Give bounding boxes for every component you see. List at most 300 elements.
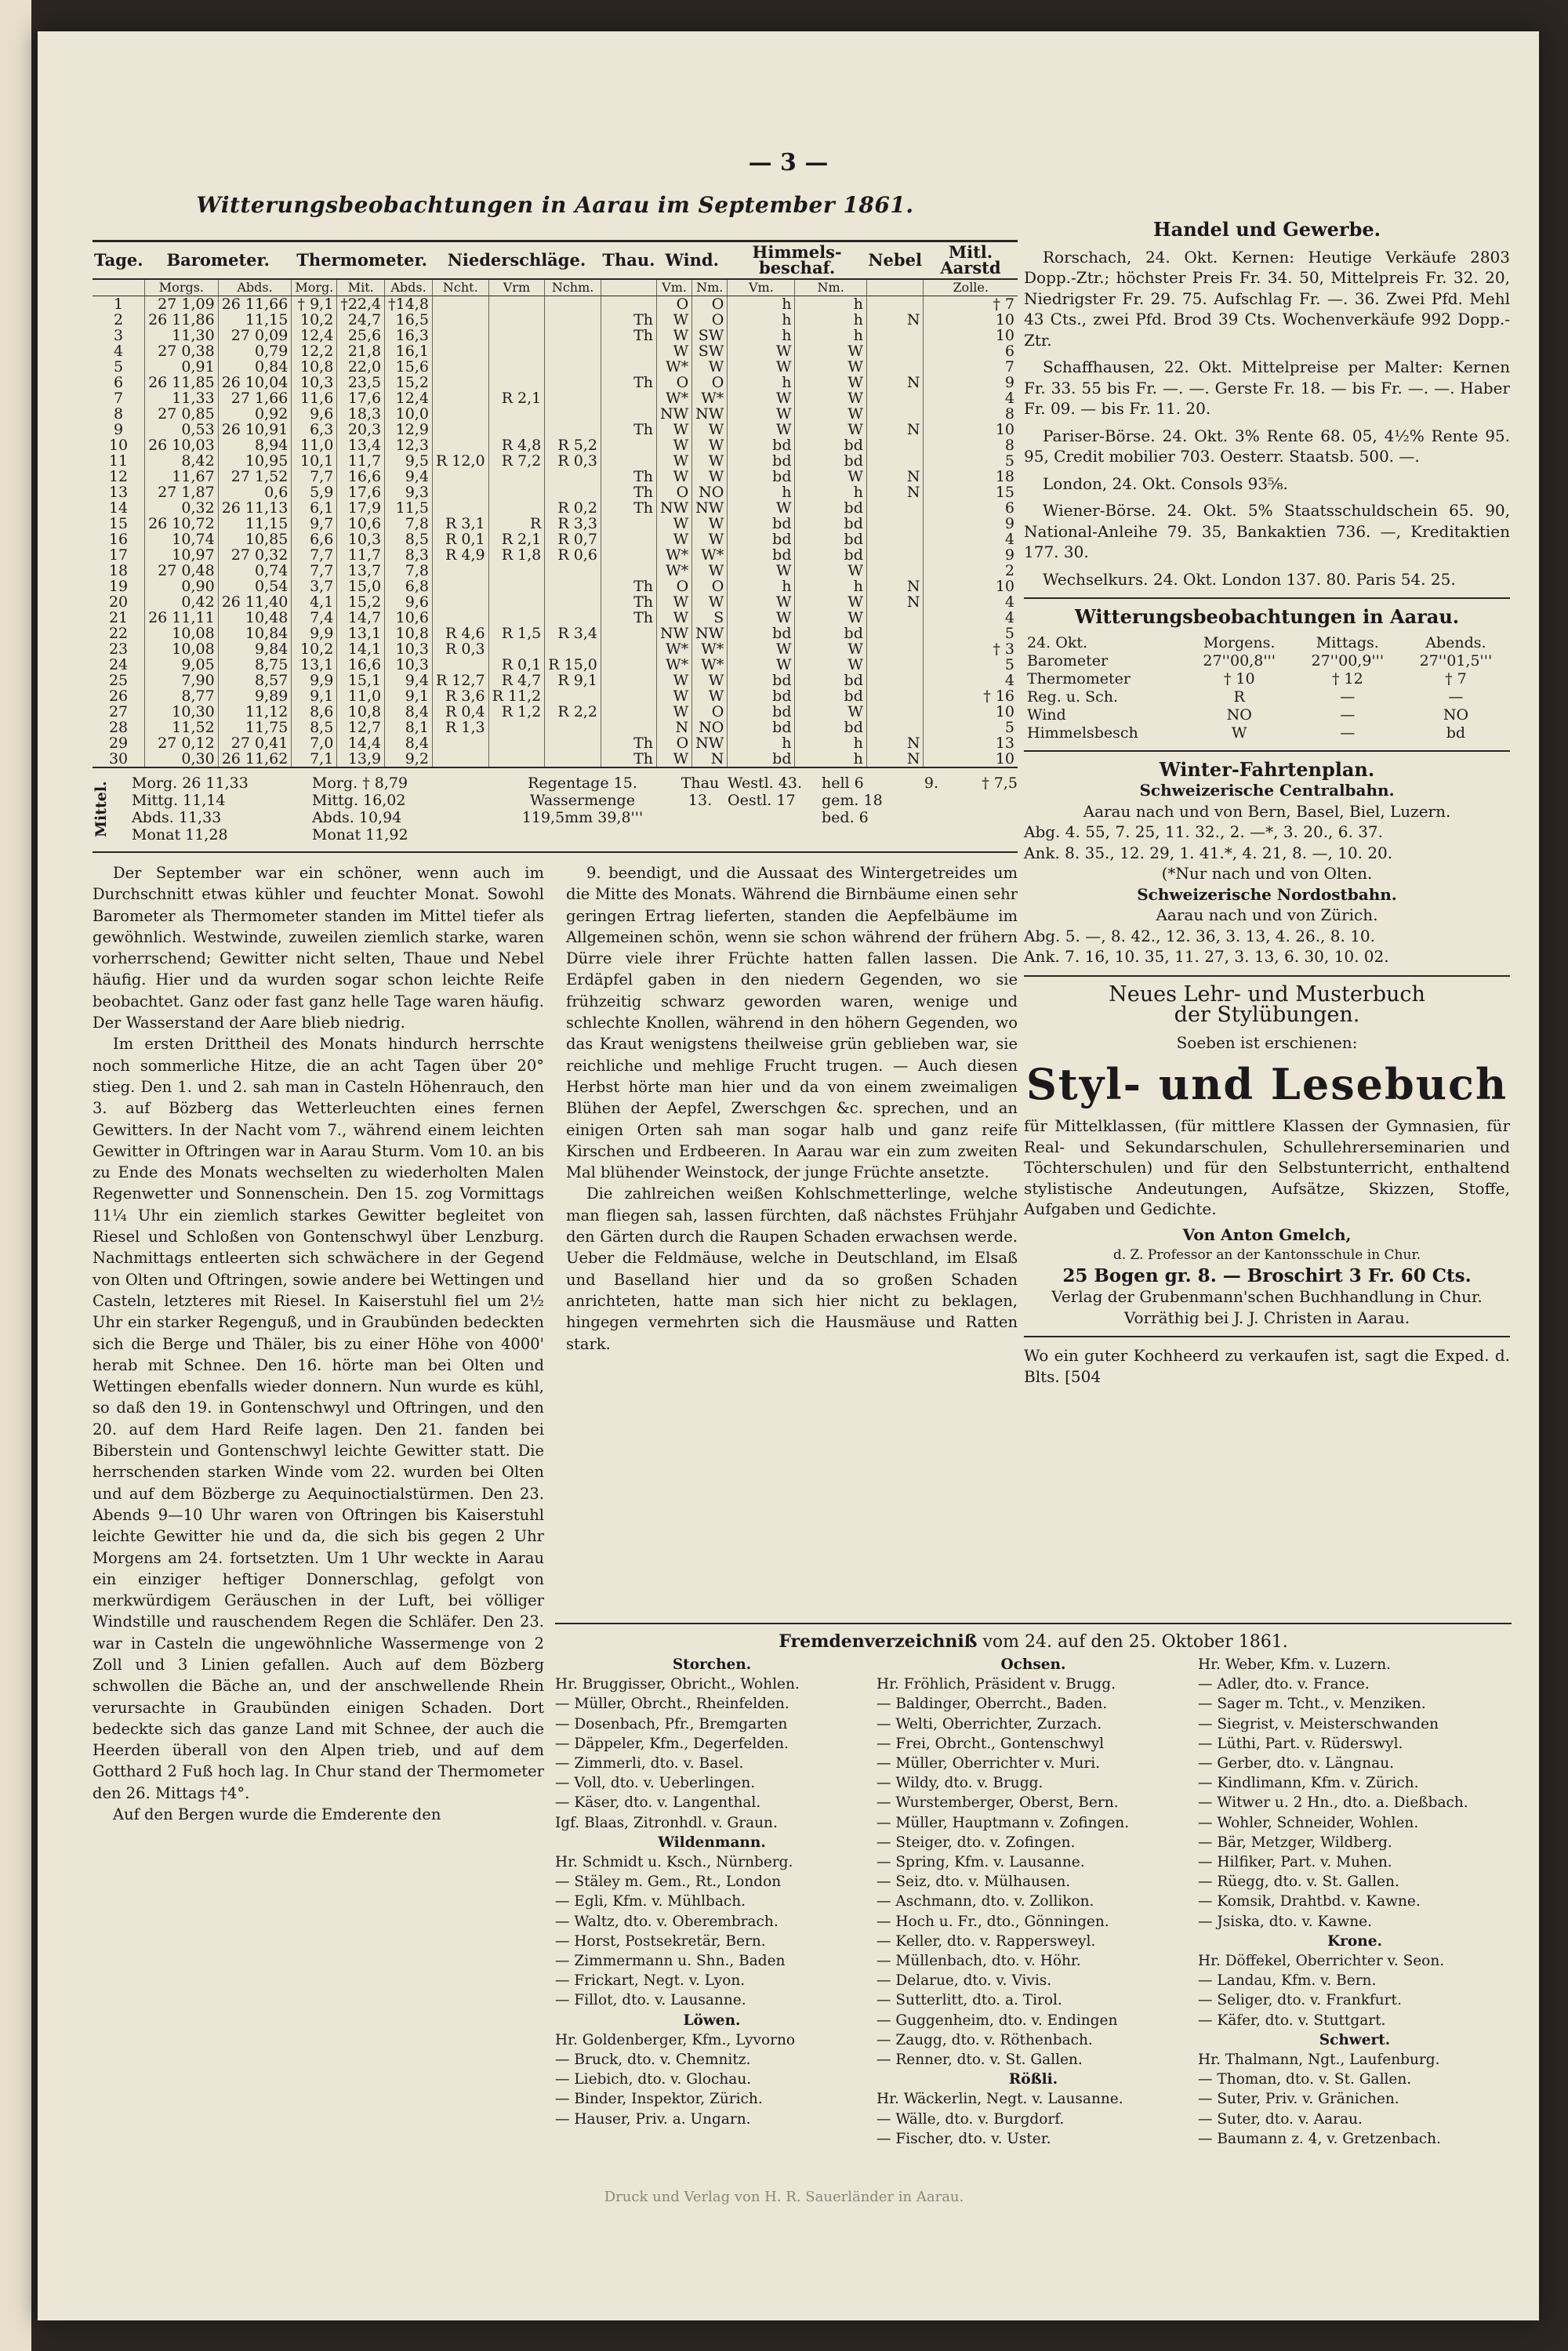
table-subheader-cell — [93, 279, 145, 296]
table-subheader-cell: Morgs. — [145, 279, 219, 296]
table-cell: 14,7 — [337, 610, 385, 626]
table-cell: W — [728, 359, 795, 375]
guest-entry: — Liebich, dto. v. Glochau. — [555, 2071, 752, 2088]
table-cell: 18,3 — [337, 406, 385, 422]
table-cell: 10,3 — [337, 532, 385, 547]
table-cell: 0,30 — [145, 751, 219, 767]
table-cell: 10,0 — [385, 406, 433, 422]
guest-register — [555, 1615, 1512, 2149]
table-cell: 22,0 — [337, 359, 385, 375]
summary-line: Westl. 43. — [728, 775, 802, 792]
table-cell — [488, 312, 545, 328]
table-cell: 9,4 — [385, 673, 433, 688]
table-cell: 27 0,38 — [145, 343, 219, 359]
table-cell: † 9,1 — [292, 296, 337, 313]
table-cell — [601, 437, 656, 453]
table-cell: W* — [657, 641, 692, 657]
guest-entry: — Voll, dto. v. Ueberlingen. — [555, 1775, 756, 1792]
table-cell — [545, 720, 601, 735]
table-cell: W — [728, 406, 795, 422]
table-cell — [432, 437, 488, 453]
guest-entry: Igf. Blaas, Zitronhdl. v. Graun. — [555, 1814, 778, 1831]
table-cell: †14,8 — [385, 296, 433, 313]
table-cell: R 4,8 — [488, 437, 545, 453]
table-cell: 9,2 — [385, 751, 433, 767]
table-cell: W* — [657, 563, 692, 579]
weather-table-body — [93, 296, 1018, 768]
table-cell: 15 — [108, 515, 129, 532]
table-cell: 5 — [924, 626, 1018, 641]
report-paragraph: Auf den Bergen wurde die Emderente den — [113, 1805, 441, 1824]
table-cell: R 3,6 — [432, 688, 488, 704]
table-cell: 10,6 — [337, 516, 385, 532]
guest-entry: — Sutterlitt, dto. a. Tirol. — [877, 1992, 1062, 2009]
mini-table-row — [1024, 688, 1510, 706]
table-cell — [601, 626, 656, 641]
summary-level: † 7,5 — [982, 775, 1018, 792]
guest-entry: — Hoch u. Fr., dto., Gönningen. — [877, 1913, 1109, 1930]
table-cell: W — [795, 563, 866, 579]
table-cell: 4 — [924, 594, 1018, 610]
table-cell — [488, 735, 545, 751]
table-cell: bd — [795, 500, 866, 516]
table-cell: 11,67 — [145, 469, 219, 484]
table-cell: 10 — [924, 579, 1018, 594]
table-cell: bd — [728, 453, 795, 469]
timetable-note: (*Nur nach und von Olten. — [1161, 864, 1373, 883]
summary-line: hell 6 — [822, 775, 864, 792]
table-cell: O — [692, 704, 728, 720]
right-column — [1024, 219, 1510, 1387]
table-cell: 4,1 — [292, 594, 337, 610]
table-cell: W — [657, 343, 692, 359]
table-cell: 16 — [108, 531, 129, 548]
guest-entry: — Seiz, dto. v. Mülhausen. — [877, 1874, 1071, 1891]
table-cell: 15,2 — [385, 375, 433, 390]
mini-table-cell: — — [1340, 706, 1356, 724]
table-cell — [545, 422, 601, 437]
weather-table-subheader — [93, 279, 1018, 296]
mini-table-cell: † 7 — [1445, 669, 1467, 688]
table-cell: NW — [657, 500, 692, 516]
table-cell: 8,3 — [385, 547, 433, 563]
guest-entry: Hr. Wäckerlin, Negt. v. Lausanne. — [877, 2091, 1123, 2108]
table-cell: R 2,2 — [545, 704, 601, 720]
table-cell: W — [795, 390, 866, 406]
table-cell: 14,4 — [337, 735, 385, 751]
table-cell: R 2,1 — [488, 532, 545, 547]
summary-line: Mittg. 16,02 — [312, 792, 406, 809]
table-cell: 11,15 — [218, 516, 292, 532]
table-cell: Th — [601, 375, 656, 390]
table-cell: bd — [728, 532, 795, 547]
table-cell: 9,05 — [145, 657, 219, 673]
table-cell: O — [657, 375, 692, 390]
table-cell: 12,3 — [385, 437, 433, 453]
table-cell: W — [692, 516, 728, 532]
table-cell: 13,4 — [337, 437, 385, 453]
table-cell — [866, 343, 924, 359]
table-cell: 6,6 — [292, 532, 337, 547]
ad-intro: Soeben ist erschienen: — [1176, 1032, 1358, 1052]
table-cell: 10,08 — [145, 641, 219, 657]
table-cell — [432, 375, 488, 390]
mini-table-cell: bd — [1446, 724, 1466, 742]
table-cell — [601, 359, 656, 375]
table-cell: 27 0,32 — [218, 547, 292, 563]
notice: Wo ein guter Kochheerd zu verkaufen ist, sagt die Exped. d. Blts. [504 — [1024, 1346, 1510, 1386]
mini-table-header — [1024, 634, 1510, 652]
table-cell: 8 — [924, 406, 1018, 422]
table-row — [93, 390, 1018, 406]
table-cell — [545, 484, 601, 500]
railway-route: Aarau nach und von Bern, Basel, Biel, Luzern. — [1083, 801, 1451, 821]
table-cell: Th — [601, 610, 656, 626]
table-cell — [432, 594, 488, 610]
table-cell: W — [657, 532, 692, 547]
mini-table-cell: † 12 — [1331, 669, 1363, 688]
table-cell — [432, 751, 488, 767]
table-cell: h — [795, 735, 866, 751]
divider — [555, 1623, 1512, 1624]
table-cell: O — [692, 312, 728, 328]
table-cell: h — [795, 579, 866, 594]
table-cell — [866, 500, 924, 516]
guest-entry: — Wurstemberger, Oberst, Bern. — [877, 1794, 1119, 1812]
table-cell: † 3 — [924, 641, 1018, 657]
table-cell: 26 10,91 — [218, 422, 292, 437]
hotel-name: Krone. — [1327, 1932, 1382, 1950]
table-cell: 9 — [924, 547, 1018, 563]
table-cell: 24,7 — [337, 312, 385, 328]
table-cell: h — [795, 312, 866, 328]
table-cell: bd — [728, 469, 795, 484]
mini-table-cell: 27''00,8''' — [1203, 651, 1276, 669]
table-cell: bd — [795, 453, 866, 469]
table-cell — [432, 296, 488, 313]
table-cell: 6 — [924, 343, 1018, 359]
table-cell: Th — [601, 312, 656, 328]
table-row — [93, 328, 1018, 343]
guest-entry: — Thoman, dto. v. St. Gallen. — [1198, 2071, 1412, 2088]
table-cell: 16,1 — [385, 343, 433, 359]
table-cell: 27 — [108, 703, 129, 720]
table-cell — [488, 610, 545, 626]
table-cell — [866, 406, 924, 422]
table-cell: 16,6 — [337, 657, 385, 673]
divider — [1024, 597, 1510, 599]
table-cell: 27 0,48 — [145, 563, 219, 579]
table-cell: W — [692, 563, 728, 579]
ad-publisher: Verlag der Grubenmann'schen Buchhandlung in Chur. — [1051, 1287, 1483, 1306]
table-cell: 10,8 — [292, 359, 337, 375]
register-column-1 — [555, 1655, 869, 2149]
table-header-cell: Niederschläge. — [432, 241, 601, 280]
register-columns — [555, 1655, 1512, 2149]
table-cell: 4 — [924, 610, 1018, 626]
guest-entry: — Kindlimann, Kfm. v. Zürich. — [1198, 1775, 1419, 1792]
table-row — [93, 484, 1018, 500]
table-cell: 8,57 — [218, 673, 292, 688]
guest-entry: — Fischer, dto. v. Uster. — [877, 2130, 1051, 2147]
table-cell: NW — [692, 500, 728, 516]
divider — [1024, 750, 1510, 752]
table-row — [93, 610, 1018, 626]
table-cell: Th — [601, 594, 656, 610]
table-cell: 26 11,86 — [145, 312, 219, 328]
table-cell: 10,3 — [292, 375, 337, 390]
table-cell: 10,8 — [385, 626, 433, 641]
table-cell: 9,84 — [218, 641, 292, 657]
table-row — [93, 296, 1018, 313]
table-row — [93, 422, 1018, 437]
table-cell: N — [866, 422, 924, 437]
table-cell: W — [795, 406, 866, 422]
table-cell: R 1,8 — [488, 547, 545, 563]
table-row — [93, 312, 1018, 328]
table-cell: h — [728, 312, 795, 328]
guest-entry: — Aschmann, dto. v. Zollikon. — [877, 1893, 1094, 1910]
timetable — [1024, 757, 1510, 967]
table-cell — [545, 375, 601, 390]
guest-entry: — Siegrist, v. Meisterschwanden — [1198, 1715, 1439, 1732]
table-cell: W — [692, 532, 728, 547]
table-cell — [432, 500, 488, 516]
table-cell — [601, 343, 656, 359]
table-cell: 26 11,40 — [218, 594, 292, 610]
table-cell: bd — [728, 547, 795, 563]
table-cell: O — [657, 296, 692, 313]
ad-author-note: d. Z. Professor an der Kantonsschule in Chur. — [1112, 1247, 1421, 1263]
table-cell — [601, 657, 656, 673]
table-cell — [488, 484, 545, 500]
table-subheader-cell — [866, 279, 924, 296]
table-subheader-cell: Mit. — [337, 279, 385, 296]
table-cell: W — [692, 422, 728, 437]
table-cell — [545, 406, 601, 422]
table-cell: W — [795, 343, 866, 359]
report-paragraph: Im ersten Drittheil des Monats hindurch herrschte noch sommerliche Hitze, die an acht Tagen über 20° stieg. Den 1. und 2. sah man in Casteln Höhenrauch, den 3. auf Bözberg das Wetterleuchten eines fernen Gewitters. In der Nacht vom 7., während einem leichten Gewitter in Oftringen war in Aarau Sturm. Vom 10. an bis zu Ende des Monats wechselten zu wiederholten Malen Regenwetter und Sonnenschein. Den 15. zog Vormittags 11¼ Uhr ein ziemlich starkes Gewitter begleitet von Riesel und Schloßen von Gontenschwyl über Lenzburg. Nachmittags entleerten sich schwächere in der Gegend von Olten und Oftringen, sowie andere bei Wettingen und Casteln, letzteres mit Riesel. In Kaiserstuhl fiel um 2½ Uhr ein starker Regenguß, und in Graubünden bedeckten sich die Berge und Thäler, bis zu einer Höhe von 4000' herab mit Schnee. Den 16. hörte man bei Olten und Wettingen ebenfalls wieder donnern. Nun wurde es kühl, so daß den 19. in Gontenschwyl und Oftringen, und den 20. auf dem Hard Reife lagen. Den 21. fanden bei Biberstein und Gontenschwyl leichte Gewitter statt. Die herrschenden starken Winde vom 22. wurden bei Olten und auf dem Bözberge zu Aequinoctialstürmen. Den 23. Abends 9—10 Uhr waren von Oftringen bis Kaiserstuhl leichte Gewitter hie und da, die sich bis gegen 2 Uhr Morgens am 24. fortsetzten. Um 1 Uhr weckte in Aarau ein einziger heftiger Donnerschlag, gefolgt von merkwürdigem Geräuschen in der Luft, bei völliger Windstille und rauschendem Regen die Schläfer. Den 23. war in Casteln die ungewöhnliche Wassermenge von 2 Zoll und 3 Linien gefallen. Auch auf dem Bözberg schwollen die Bäche an, und der anschwellende Rhein verursachte in Graubünden einigen Schaden. Dort bedeckte sich das ganze Land mit Schnee, der auch die Heerden überall von den Alpen trieb, und auf dem Gotthard 2 Fuß hoch lag. In Chur stand der Thermometer den 26. Mittags †4°. — [93, 1035, 544, 1802]
table-cell: R 7,2 — [488, 453, 545, 469]
table-cell: 13 — [924, 735, 1018, 751]
table-cell: S — [692, 610, 728, 626]
table-cell: W — [728, 500, 795, 516]
table-cell: W — [657, 469, 692, 484]
table-cell: 10 — [108, 437, 129, 454]
guest-entry: — Hilfiker, Part. v. Muhen. — [1198, 1854, 1392, 1871]
guest-entry: — Müller, Obrcht., Rheinfelden. — [555, 1696, 789, 1713]
table-cell: R 1,2 — [488, 704, 545, 720]
table-row — [93, 516, 1018, 532]
left-column — [93, 192, 1018, 1825]
table-cell: h — [728, 484, 795, 500]
table-cell: 6,3 — [292, 422, 337, 437]
hotel-name: Ochsen. — [1000, 1656, 1066, 1673]
table-cell: W — [657, 673, 692, 688]
market-report: Schaffhausen, 22. Okt. Mittelpreise per Malter: Kernen Fr. 33. 55 bis Fr. —. —. Gerste Fr. 18. — bis Fr. —. —. Haber Fr. 09. — bis Fr. 11. 20. — [1024, 357, 1510, 418]
table-cell — [866, 532, 924, 547]
market-report: Rorschach, 24. Okt. Kernen: Heutige Verkäufe 2803 Dopp.-Ztr.; höchster Preis Fr. 34. 50, Mittelpreis Fr. 32. 20, Niedrigster Fr. 29. 75. Aufschlag Fr. —. 36. Zwei Pfd. Mehl 43 Cts., zwei Pfd. Brod 39 Cts. Wochenverkäufe 992 Dopp.-Ztr. — [1024, 247, 1510, 350]
summary-line: Regentage 15. — [528, 775, 637, 792]
table-cell: 21 — [108, 609, 129, 626]
ad-headline: Neues Lehr- und Musterbuch — [1109, 981, 1425, 1007]
table-cell: W* — [657, 547, 692, 563]
table-cell: Th — [601, 422, 656, 437]
market-report: London, 24. Okt. Consols 93⅝. — [1043, 473, 1288, 493]
table-cell: W — [728, 390, 795, 406]
table-cell — [601, 673, 656, 688]
table-cell: W — [657, 312, 692, 328]
summary-line: Oestl. 17 — [728, 792, 796, 809]
table-cell: SW — [692, 343, 728, 359]
table-cell: 2 — [114, 311, 124, 328]
table-cell: 10,95 — [218, 453, 292, 469]
table-cell: W — [728, 563, 795, 579]
table-cell: R 3,1 — [432, 516, 488, 532]
guest-entry: — Wildy, dto. v. Brugg. — [877, 1775, 1044, 1792]
table-cell — [432, 610, 488, 626]
summary-line: Morg. † 8,79 — [312, 775, 408, 792]
table-cell: h — [728, 579, 795, 594]
table-cell: R 12,7 — [432, 673, 488, 688]
table-cell: 10,74 — [145, 532, 219, 547]
table-row — [93, 563, 1018, 579]
ad-body: für Mittelklassen, (für mittlere Klassen der Gymnasien, für Real- und Sekundarschulen, Schullehrerseminarien und Töchterschulen) und für den Selbstunterricht, enthaltend stylistische Andeutungen, Aufsätze, Skizzen, Stoffe, Aufgaben und Gedichte. — [1024, 1116, 1510, 1218]
table-cell: W — [728, 343, 795, 359]
newspaper-page — [38, 31, 1539, 2320]
summary-label: Mittel. — [93, 781, 110, 837]
table-cell — [488, 563, 545, 579]
trade-title: Handel und Gewerbe. — [1153, 218, 1381, 241]
table-subheader-cell: Nchm. — [545, 279, 601, 296]
guest-entry: — Landau, Kfm. v. Bern. — [1198, 1972, 1377, 1990]
table-subheader-cell: Nm. — [795, 279, 866, 296]
guest-entry: — Binder, Inspektor, Zürich. — [555, 2091, 763, 2108]
table-row — [93, 343, 1018, 359]
guest-entry: — Komsik, Drahtbd. v. Kawne. — [1198, 1893, 1421, 1910]
guest-entry: Hr. Weber, Kfm. v. Luzern. — [1198, 1656, 1392, 1673]
table-cell: h — [728, 296, 795, 313]
table-cell: 11,52 — [145, 720, 219, 735]
table-subheader-cell: Vrm — [488, 279, 545, 296]
table-cell: W — [657, 704, 692, 720]
table-cell: 0,92 — [218, 406, 292, 422]
table-cell: W — [692, 673, 728, 688]
table-cell: bd — [795, 720, 866, 735]
mini-table-cell: R — [1233, 688, 1245, 706]
table-cell: 7,4 — [292, 610, 337, 626]
mini-table-cell: 27''00,9''' — [1311, 651, 1385, 669]
ad-price: 25 Bogen gr. 8. — Broschirt 3 Fr. 60 Cts. — [1062, 1264, 1472, 1286]
table-row — [93, 688, 1018, 704]
table-cell: 10 — [924, 422, 1018, 437]
railway-name: Schweizerische Centralbahn. — [1139, 781, 1395, 800]
market-report: Pariser-Börse. 24. Okt. 3% Rente 68. 05, 4½% Rente 95. 95, Credit mobilier 703. Oesterr. Staatsb. 500. —. — [1024, 426, 1510, 466]
table-cell — [488, 359, 545, 375]
table-cell: 21,8 — [337, 343, 385, 359]
table-cell — [545, 343, 601, 359]
table-cell: 0,91 — [145, 359, 219, 375]
table-row — [93, 720, 1018, 735]
table-cell: Th — [601, 579, 656, 594]
table-cell — [432, 406, 488, 422]
table-cell: 9,89 — [218, 688, 292, 704]
table-cell: R 1,5 — [488, 626, 545, 641]
table-cell — [432, 657, 488, 673]
table-cell — [866, 296, 924, 313]
summary-line: bed. 6 — [822, 809, 869, 826]
guest-entry: — Wälle, dto. v. Burgdorf. — [877, 2110, 1065, 2128]
table-cell: 0,53 — [145, 422, 219, 437]
mini-table-cell: Reg. u. Sch. — [1027, 688, 1119, 706]
table-cell: 12,9 — [385, 422, 433, 437]
table-cell: 8,4 — [385, 704, 433, 720]
mini-table-cell: Thermometer — [1027, 669, 1131, 688]
summary-line: Thau — [681, 775, 720, 792]
hotel-name: Storchen. — [672, 1656, 752, 1673]
guest-entry: — Keller, dto. v. Rappersweyl. — [877, 1932, 1096, 1950]
table-cell: 13 — [108, 484, 129, 501]
table-cell: 5 — [924, 453, 1018, 469]
table-cell: O — [692, 375, 728, 390]
table-cell: 4 — [924, 673, 1018, 688]
table-cell: 0,90 — [145, 579, 219, 594]
table-cell: 4 — [924, 532, 1018, 547]
table-cell: W — [795, 641, 866, 657]
table-cell: R 4,7 — [488, 673, 545, 688]
table-cell: 11,12 — [218, 704, 292, 720]
table-cell: 27 1,66 — [218, 390, 292, 406]
table-subheader-cell — [601, 279, 656, 296]
table-cell: 15,1 — [337, 673, 385, 688]
guest-entry: — Suter, dto. v. Aarau. — [1198, 2110, 1363, 2128]
table-cell: 8,5 — [385, 532, 433, 547]
table-header-cell: Thermometer. — [292, 241, 433, 280]
table-cell: R 4,9 — [432, 547, 488, 563]
table-cell: 9,7 — [292, 516, 337, 532]
table-cell — [866, 641, 924, 657]
table-cell: 2 — [924, 563, 1018, 579]
table-cell: R 1,3 — [432, 720, 488, 735]
table-cell: 26 11,85 — [145, 375, 219, 390]
table-cell — [866, 657, 924, 673]
table-cell: 9,5 — [385, 453, 433, 469]
table-cell: N — [657, 720, 692, 735]
summary-line: Monat 11,28 — [132, 826, 228, 844]
table-cell: 12,4 — [292, 328, 337, 343]
report-paragraph: Der September war ein schöner, wenn auch im Durchschnitt etwas kühler und feuchter Monat. Sowohl Barometer als Thermometer standen im Mittel tiefer als gewöhnlich. Westwinde, zuweilen ziemlich starke, waren vorherrschend; Gewitter nicht selten, Thaue und Nebel häufig. Hier und da wurden sogar schon leichte Reife beobachtet. Ganz oder fast ganz helle Tage waren häufig. Der Wasserstand der Aare blieb niedrig. — [93, 864, 544, 1032]
table-cell: 26 11,11 — [145, 610, 219, 626]
table-cell: 10,3 — [385, 657, 433, 673]
table-cell: 10 — [924, 312, 1018, 328]
table-cell: 6,1 — [292, 500, 337, 516]
table-cell: R 12,0 — [432, 453, 488, 469]
table-row — [93, 579, 1018, 594]
table-header-cell: Barometer. — [145, 241, 292, 280]
table-cell: W — [657, 751, 692, 767]
table-cell: 10,08 — [145, 626, 219, 641]
table-cell: 13,7 — [337, 563, 385, 579]
table-cell: NW — [692, 735, 728, 751]
table-cell: W — [657, 516, 692, 532]
table-cell: 12,2 — [292, 343, 337, 359]
table-row — [93, 375, 1018, 390]
ad-headline: der Stylübungen. — [1174, 1003, 1360, 1027]
local-weather-title: Witterungsbeobachtungen in Aarau. — [1074, 605, 1460, 628]
table-cell: 25,6 — [337, 328, 385, 343]
table-cell: N — [866, 579, 924, 594]
table-row — [93, 626, 1018, 641]
